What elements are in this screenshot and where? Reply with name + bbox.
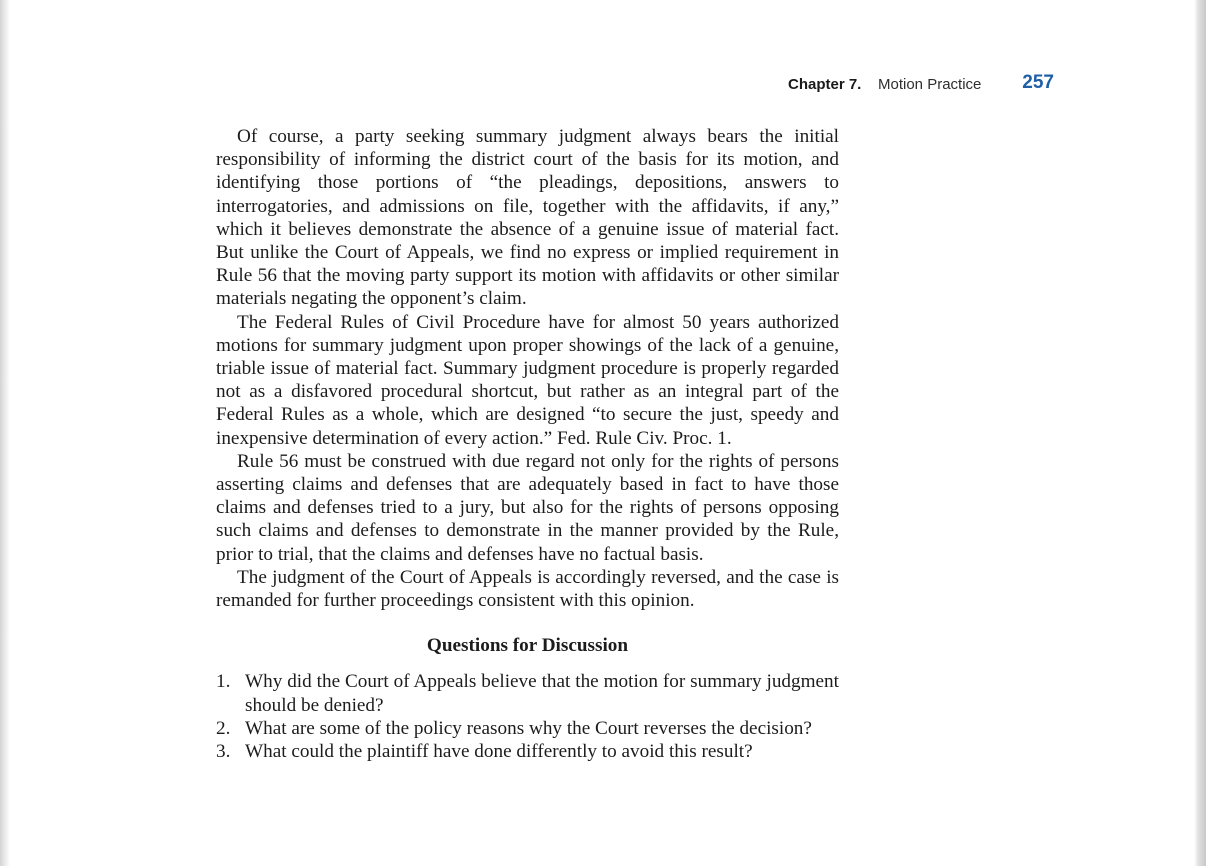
question-number: 2. bbox=[216, 717, 231, 739]
question-text: Why did the Court of Appeals believe that the motion for summary judgment should be denied? bbox=[245, 671, 839, 716]
chapter-label: Chapter 7. bbox=[788, 76, 862, 93]
question-number: 1. bbox=[216, 671, 231, 693]
body-paragraph: Rule 56 must be construed with due regard not only for the rights of persons asserting claims and defenses that are adequately based in fact to have those claims and defenses tried to a jury, but also for the rights of persons opposing such claims and defenses to demonstrate in the manner provided by the Rule, prior to trial, that the claims and defenses have no factual basis. bbox=[216, 450, 839, 565]
section-heading: Questions for Discussion bbox=[426, 635, 629, 657]
question-text: What could the plaintiff have done differently to avoid this result? bbox=[245, 741, 753, 763]
body-paragraph: The Federal Rules of Civil Procedure have for almost 50 years authorized motions for summary judgment upon proper showings of the lack of a genuine, triable issue of material fact. Summary judgment procedure is properly regarded not as a disfavored procedural shortcut, but rather as an integral part of the Federal Rules as a whole, which are designed “to secure the just, speedy and inexpensive determination of every action.” Fed. Rule Civ. Proc. 1. bbox=[216, 311, 839, 449]
page-edge-right bbox=[1194, 0, 1206, 866]
question-number: 3. bbox=[216, 741, 231, 763]
chapter-title: Motion Practice bbox=[878, 76, 982, 93]
question-text: What are some of the policy reasons why the Court reverses the decision? bbox=[245, 717, 812, 739]
body-paragraph: Of course, a party seeking summary judgment always bears the initial responsibility of informing the district court of the basis for its motion, and identifying those portions of “the pleadings, depositions, answers to interrogatories, and admissions on file, together with the affidavits, if any,” which it believes demonstrate the absence of a genuine issue of material fact. But unlike the Court of Appeals, we find no express or implied requirement in Rule 56 that the moving party support its motion with affidavits or other similar materials negating the opponent’s claim. bbox=[216, 126, 839, 310]
body-paragraph: The judgment of the Court of Appeals is accordingly reversed, and the case is remanded for further proceedings consistent with this opinion. bbox=[216, 566, 839, 612]
page-edge-left bbox=[0, 0, 10, 866]
question-list bbox=[216, 670, 839, 763]
question-item bbox=[216, 740, 839, 763]
question-item bbox=[216, 670, 839, 716]
running-header bbox=[760, 72, 1054, 96]
page-body bbox=[216, 125, 839, 763]
question-item bbox=[216, 717, 839, 740]
page-number: 257 bbox=[1022, 72, 1054, 93]
